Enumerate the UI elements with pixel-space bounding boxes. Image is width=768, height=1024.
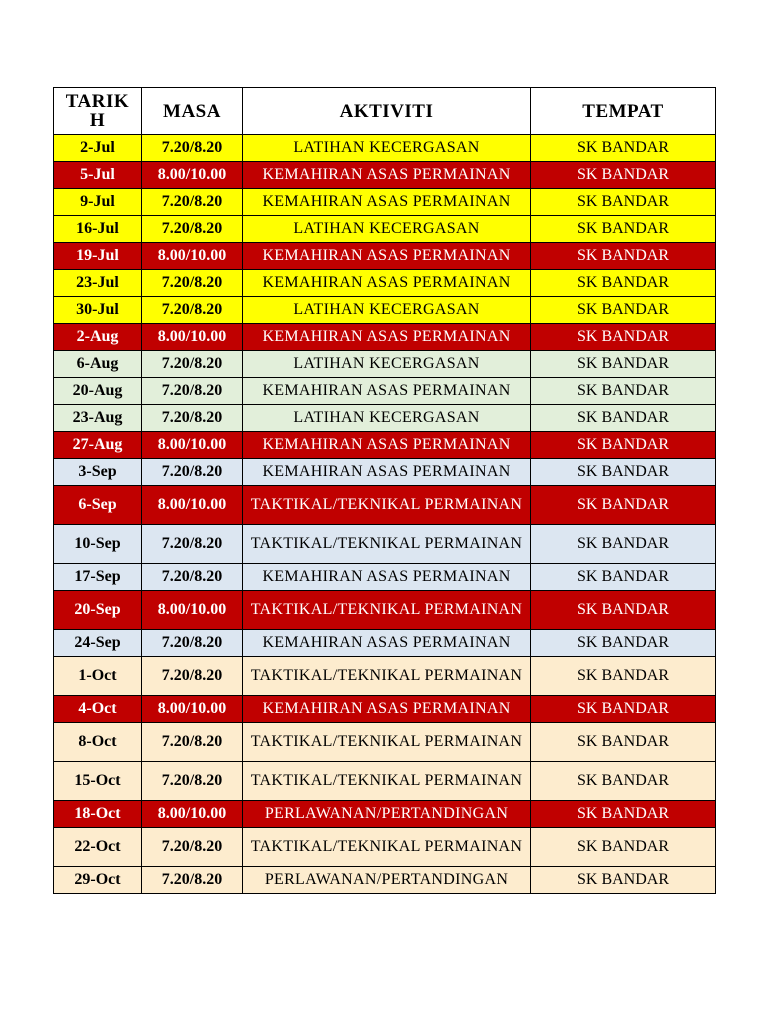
date-cell: 4-Oct <box>54 696 142 723</box>
date-cell: 20-Sep <box>54 591 142 630</box>
activity-cell: KEMAHIRAN ASAS PERMAINAN <box>243 696 531 723</box>
date-cell: 9-Jul <box>54 189 142 216</box>
date-cell: 15-Oct <box>54 762 142 801</box>
activity-cell: TAKTIKAL/TEKNIKAL PERMAINAN <box>243 591 531 630</box>
place-cell: SK BANDAR <box>531 801 716 828</box>
activity-cell: KEMAHIRAN ASAS PERMAINAN <box>243 243 531 270</box>
table-row <box>54 135 716 162</box>
time-cell: 7.20/8.20 <box>142 867 243 894</box>
time-cell: 7.20/8.20 <box>142 297 243 324</box>
date-cell: 23-Jul <box>54 270 142 297</box>
activity-cell: KEMAHIRAN ASAS PERMAINAN <box>243 630 531 657</box>
time-cell: 8.00/10.00 <box>142 486 243 525</box>
time-cell: 8.00/10.00 <box>142 243 243 270</box>
date-cell: 10-Sep <box>54 525 142 564</box>
time-cell: 7.20/8.20 <box>142 378 243 405</box>
table-row <box>54 801 716 828</box>
activity-cell: KEMAHIRAN ASAS PERMAINAN <box>243 324 531 351</box>
time-cell: 7.20/8.20 <box>142 405 243 432</box>
header-time: MASA <box>142 88 243 135</box>
activity-cell: TAKTIKAL/TEKNIKAL PERMAINAN <box>243 828 531 867</box>
table-row <box>54 657 716 696</box>
date-cell: 5-Jul <box>54 162 142 189</box>
table-row <box>54 486 716 525</box>
table-row <box>54 723 716 762</box>
place-cell: SK BANDAR <box>531 723 716 762</box>
activity-cell: LATIHAN KECERGASAN <box>243 351 531 378</box>
time-cell: 7.20/8.20 <box>142 564 243 591</box>
table-row <box>54 564 716 591</box>
date-cell: 1-Oct <box>54 657 142 696</box>
place-cell: SK BANDAR <box>531 405 716 432</box>
table-row <box>54 351 716 378</box>
place-cell: SK BANDAR <box>531 432 716 459</box>
place-cell: SK BANDAR <box>531 378 716 405</box>
date-cell: 3-Sep <box>54 459 142 486</box>
activity-cell: TAKTIKAL/TEKNIKAL PERMAINAN <box>243 723 531 762</box>
time-cell: 7.20/8.20 <box>142 216 243 243</box>
time-cell: 7.20/8.20 <box>142 723 243 762</box>
place-cell: SK BANDAR <box>531 696 716 723</box>
activity-cell: LATIHAN KECERGASAN <box>243 135 531 162</box>
activity-cell: KEMAHIRAN ASAS PERMAINAN <box>243 432 531 459</box>
time-cell: 7.20/8.20 <box>142 828 243 867</box>
time-cell: 8.00/10.00 <box>142 162 243 189</box>
time-cell: 8.00/10.00 <box>142 324 243 351</box>
place-cell: SK BANDAR <box>531 459 716 486</box>
date-cell: 17-Sep <box>54 564 142 591</box>
table-row <box>54 243 716 270</box>
activity-cell: TAKTIKAL/TEKNIKAL PERMAINAN <box>243 657 531 696</box>
schedule-table <box>53 87 716 894</box>
activity-cell: KEMAHIRAN ASAS PERMAINAN <box>243 270 531 297</box>
time-cell: 7.20/8.20 <box>142 630 243 657</box>
table-row <box>54 867 716 894</box>
activity-cell: KEMAHIRAN ASAS PERMAINAN <box>243 564 531 591</box>
time-cell: 7.20/8.20 <box>142 657 243 696</box>
activity-cell: LATIHAN KECERGASAN <box>243 297 531 324</box>
table-row <box>54 162 716 189</box>
activity-cell: PERLAWANAN/PERTANDINGAN <box>243 801 531 828</box>
activity-cell: KEMAHIRAN ASAS PERMAINAN <box>243 459 531 486</box>
table-row <box>54 324 716 351</box>
time-cell: 7.20/8.20 <box>142 459 243 486</box>
date-cell: 19-Jul <box>54 243 142 270</box>
table-row <box>54 405 716 432</box>
place-cell: SK BANDAR <box>531 486 716 525</box>
date-cell: 30-Jul <box>54 297 142 324</box>
table-row <box>54 630 716 657</box>
date-cell: 2-Jul <box>54 135 142 162</box>
activity-cell: PERLAWANAN/PERTANDINGAN <box>243 867 531 894</box>
header-activity: AKTIVITI <box>243 88 531 135</box>
time-cell: 8.00/10.00 <box>142 801 243 828</box>
table-row <box>54 297 716 324</box>
table-row <box>54 525 716 564</box>
date-cell: 23-Aug <box>54 405 142 432</box>
date-cell: 6-Aug <box>54 351 142 378</box>
time-cell: 7.20/8.20 <box>142 135 243 162</box>
activity-cell: TAKTIKAL/TEKNIKAL PERMAINAN <box>243 486 531 525</box>
date-cell: 2-Aug <box>54 324 142 351</box>
table-row <box>54 189 716 216</box>
place-cell: SK BANDAR <box>531 324 716 351</box>
date-cell: 6-Sep <box>54 486 142 525</box>
place-cell: SK BANDAR <box>531 189 716 216</box>
place-cell: SK BANDAR <box>531 762 716 801</box>
date-cell: 16-Jul <box>54 216 142 243</box>
place-cell: SK BANDAR <box>531 216 716 243</box>
activity-cell: KEMAHIRAN ASAS PERMAINAN <box>243 378 531 405</box>
time-cell: 8.00/10.00 <box>142 432 243 459</box>
activity-cell: KEMAHIRAN ASAS PERMAINAN <box>243 162 531 189</box>
table-row <box>54 591 716 630</box>
time-cell: 7.20/8.20 <box>142 525 243 564</box>
date-cell: 18-Oct <box>54 801 142 828</box>
place-cell: SK BANDAR <box>531 630 716 657</box>
table-row <box>54 270 716 297</box>
date-cell: 20-Aug <box>54 378 142 405</box>
header-date: TARIK H <box>54 88 142 135</box>
place-cell: SK BANDAR <box>531 162 716 189</box>
date-cell: 22-Oct <box>54 828 142 867</box>
place-cell: SK BANDAR <box>531 135 716 162</box>
table-row <box>54 696 716 723</box>
place-cell: SK BANDAR <box>531 564 716 591</box>
time-cell: 7.20/8.20 <box>142 189 243 216</box>
table-row <box>54 432 716 459</box>
place-cell: SK BANDAR <box>531 243 716 270</box>
table-row <box>54 378 716 405</box>
place-cell: SK BANDAR <box>531 297 716 324</box>
place-cell: SK BANDAR <box>531 828 716 867</box>
schedule-body <box>54 135 716 894</box>
place-cell: SK BANDAR <box>531 867 716 894</box>
place-cell: SK BANDAR <box>531 351 716 378</box>
time-cell: 7.20/8.20 <box>142 762 243 801</box>
date-cell: 29-Oct <box>54 867 142 894</box>
activity-cell: TAKTIKAL/TEKNIKAL PERMAINAN <box>243 762 531 801</box>
activity-cell: LATIHAN KECERGASAN <box>243 216 531 243</box>
place-cell: SK BANDAR <box>531 591 716 630</box>
activity-cell: LATIHAN KECERGASAN <box>243 405 531 432</box>
date-cell: 27-Aug <box>54 432 142 459</box>
table-row <box>54 216 716 243</box>
time-cell: 7.20/8.20 <box>142 270 243 297</box>
table-row <box>54 828 716 867</box>
table-row <box>54 459 716 486</box>
header-place: TEMPAT <box>531 88 716 135</box>
time-cell: 8.00/10.00 <box>142 696 243 723</box>
activity-cell: KEMAHIRAN ASAS PERMAINAN <box>243 189 531 216</box>
place-cell: SK BANDAR <box>531 270 716 297</box>
time-cell: 8.00/10.00 <box>142 591 243 630</box>
place-cell: SK BANDAR <box>531 525 716 564</box>
date-cell: 8-Oct <box>54 723 142 762</box>
header-row <box>54 88 716 135</box>
time-cell: 7.20/8.20 <box>142 351 243 378</box>
date-cell: 24-Sep <box>54 630 142 657</box>
place-cell: SK BANDAR <box>531 657 716 696</box>
activity-cell: TAKTIKAL/TEKNIKAL PERMAINAN <box>243 525 531 564</box>
table-row <box>54 762 716 801</box>
